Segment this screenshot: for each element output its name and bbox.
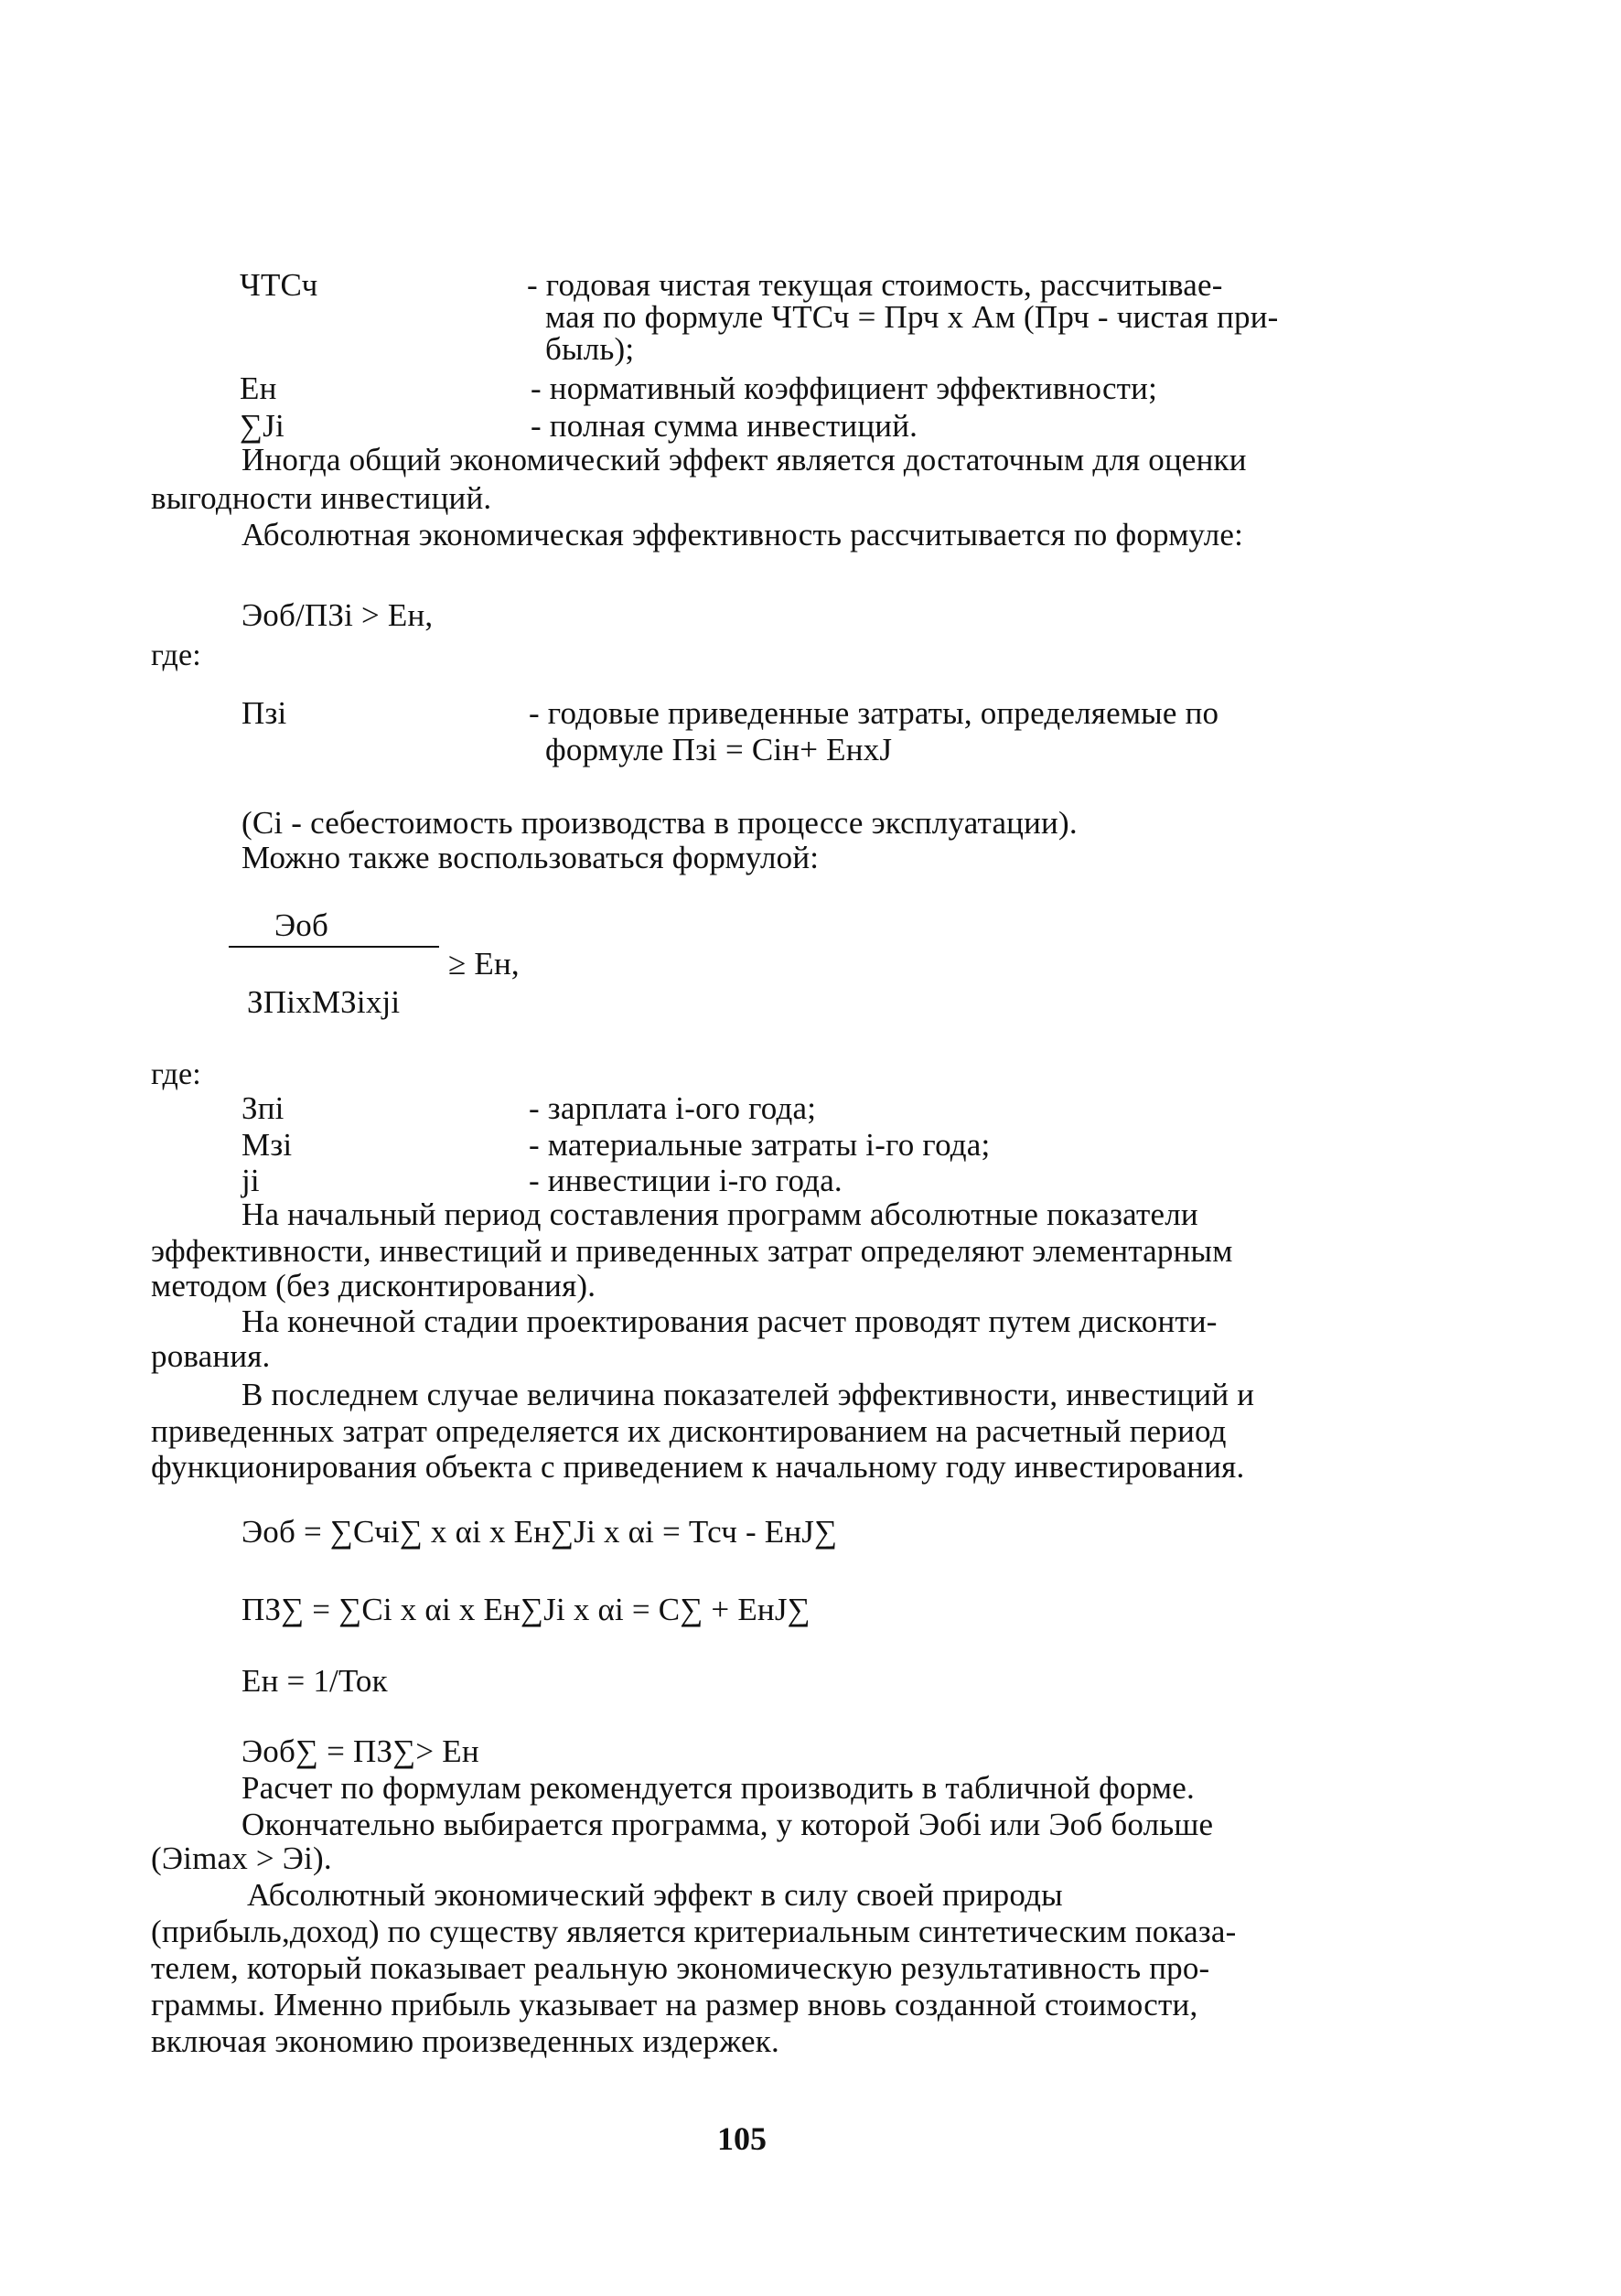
term-mzi: Мзi (242, 1127, 293, 1163)
para9-line-3: телем, который показывает реальную экономическую результативность про- (151, 1950, 1210, 1986)
para3: Можно также воспользоваться формулой: (242, 840, 820, 875)
para7: Расчет по формулам рекомендуется производить в табличной форме. (242, 1770, 1195, 1806)
para8-line-1: Окончательно выбирается программа, у которой Эобi или Эоб больше (242, 1807, 1214, 1842)
formula-1: Эоб/ПЗi > Ен, (242, 597, 434, 633)
fraction-rhs: ≥ Ен, (448, 946, 520, 982)
para6-line-3: функционирования объекта с приведением к начальному году инвестирования. (151, 1449, 1245, 1485)
para6-line-2: приведенных затрат определяется их дисконтированием на расчетный период (151, 1413, 1227, 1449)
para5-line-2: рования. (151, 1338, 271, 1374)
formula-5: Эоб∑ = ПЗ∑> Ен (242, 1733, 479, 1769)
para1-line-2: выгодности инвестиций. (151, 480, 492, 516)
fraction-numerator: Эоб (274, 907, 329, 943)
para8-line-2: (Эimax > Эi). (151, 1840, 332, 1876)
para4-line-3: методом (без дисконтирования). (151, 1268, 596, 1304)
def-pzi-line-1: - годовые приведенные затраты, определяемые по (529, 695, 1219, 731)
def-chts-line-1: - годовая чистая текущая стоимость, рассчитывае- (527, 267, 1223, 303)
fraction-denominator: ЗПixМЗixji (247, 984, 401, 1020)
def-sum-ji: - полная сумма инвестиций. (531, 408, 918, 444)
def-pzi-line-2: формуле Пзi = Сiн+ ЕнxJ (545, 732, 893, 767)
def-ji: - инвестиции i-го года. (529, 1163, 843, 1198)
para9-line-2: (прибыль,доход) по существу является критериальным синтетическим показа- (151, 1914, 1237, 1949)
para6-line-1: В последнем случае величина показателей эффективности, инвестиций и (242, 1377, 1255, 1412)
term-pzi: Пзi (242, 695, 287, 731)
para1-line-1: Иногда общий экономический эффект является достаточным для оценки (242, 442, 1247, 477)
para9-line-4: граммы. Именно прибыль указывает на размер вновь созданной стоимости, (151, 1987, 1198, 2022)
term-en: Ен (240, 370, 277, 406)
term-ji: ji (242, 1163, 260, 1198)
def-en: - нормативный коэффициент эффективности; (531, 370, 1158, 406)
para5-line-1: На конечной стадии проектирования расчет проводят путем дисконти- (242, 1304, 1218, 1339)
para9-line-5: включая экономию произведенных издержек. (151, 2023, 779, 2059)
def-mzi: - материальные затраты i-го года; (529, 1127, 991, 1163)
where-label-2: где: (151, 1057, 201, 1091)
where-label-1: где: (151, 638, 201, 672)
formula-4: Ен = 1/Ток (242, 1663, 388, 1699)
formula-2: Эоб = ∑Счi∑ х αi х Ен∑Ji х αi = Тсч - ЕнJ∑ (242, 1514, 838, 1550)
page-number: 105 (717, 2120, 767, 2157)
formula-3: ПЗ∑ = ∑Сi х αi х Ен∑Ji х αi = С∑ + ЕнJ∑ (242, 1592, 810, 1627)
term-zpi: Зпi (242, 1090, 284, 1126)
note-ci: (Сi - себестоимость производства в процессе эксплуатации). (242, 805, 1078, 841)
term-chts: ЧТСч (240, 267, 318, 303)
fraction-bar (229, 946, 439, 948)
def-chts-line-2: мая по формуле ЧТСч = Прч х Ам (Прч - чистая при- (545, 299, 1279, 335)
para4-line-2: эффективности, инвестиций и приведенных затрат определяют элементарным (151, 1233, 1233, 1269)
def-zpi: - зарплата i-ого года; (529, 1090, 817, 1126)
para4-line-1: На начальный период составления программ абсолютные показатели (242, 1196, 1198, 1232)
para2-line-1: Абсолютная экономическая эффективность рассчитывается по формуле: (242, 517, 1244, 553)
def-chts-line-3: быль); (545, 331, 635, 367)
para9-line-1: Абсолютный экономический эффект в силу своей природы (247, 1877, 1063, 1913)
term-sum-ji: ∑Ji (240, 408, 284, 444)
